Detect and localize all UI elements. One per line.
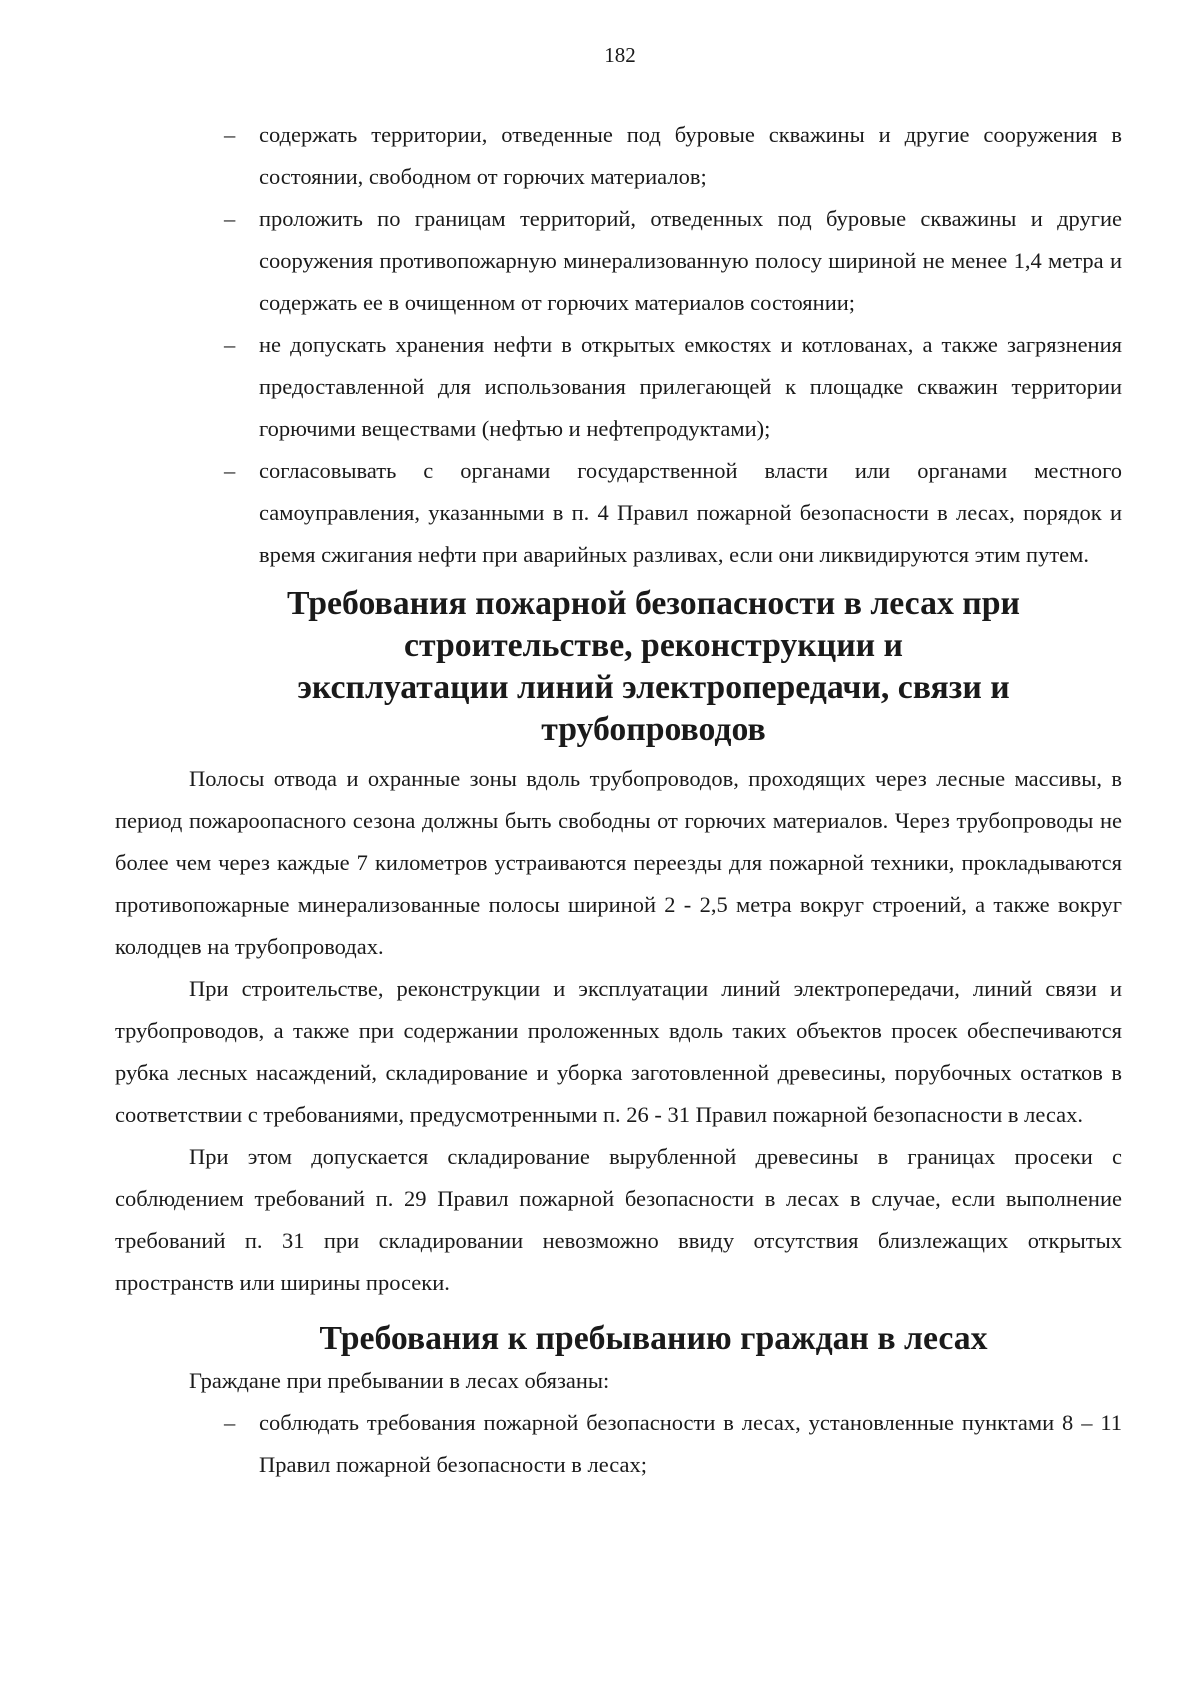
list-dash: – (224, 458, 236, 483)
list-item-text: согласовывать с органами государственной власти или органами местного самоуправления, указанными в п. 4 Правил пожарной безопасности в лесах, порядок и время сжигания нефти при аварийных разливах, если они ликвидируются этим путем. (259, 458, 1122, 567)
list-item (115, 114, 1122, 198)
requirements-list-2 (115, 1402, 1122, 1486)
list-item-text: соблюдать требования пожарной безопасности в лесах, установленные пунктами 8 – 11 Правил пожарной безопасности в лесах; (259, 1410, 1122, 1477)
list-item-text: проложить по границам территорий, отведенных под буровые скважины и другие сооружения противопожарную минерализованную полосу шириной не менее 1,4 метра и содержать ее в очищенном от горючих материалов состоянии; (259, 206, 1122, 315)
section-heading-line-2: эксплуатации линий электропередачи, связи и трубопроводов (297, 669, 1010, 748)
section-heading-power-lines (115, 583, 1122, 751)
paragraph: Полосы отвода и охранные зоны вдоль трубопроводов, проходящих через лесные массивы, в период пожароопасного сезона должны быть свободны от горючих материалов. Через трубопроводы не более чем через каждые 7 километров устраиваются переезды для пожарной техники, прокладываются противопожарные минерализованные полосы шириной 2 - 2,5 метра вокруг строений, а также вокруг колодцев на трубопроводах. (115, 766, 1122, 959)
list-item-text: не допускать хранения нефти в открытых емкостях и котлованах, а также загрязнения предоставленной для использования прилегающей к площадке скважин территории горючими веществами (нефтью и нефтепродуктами); (259, 332, 1122, 441)
section-heading-line-1: Требования пожарной безопасности в лесах при строительстве, реконструкции и (287, 585, 1020, 664)
list-item-text: содержать территории, отведенные под буровые скважины и другие сооружения в состоянии, свободном от горючих материалов; (259, 122, 1122, 189)
list-item (115, 324, 1122, 450)
section-heading-citizens: Требования к пребыванию граждан в лесах (319, 1320, 988, 1357)
list-dash: – (224, 122, 236, 147)
paragraph: При этом допускается складирование вырубленной древесины в границах просеки с соблюдением требований п. 29 Правил пожарной безопасности в лесах в случае, если выполнение требований п. 31 при складировании невозможно ввиду отсутствия близлежащих открытых пространств или ширины просеки. (115, 1144, 1122, 1295)
list-item (115, 198, 1122, 324)
section-intro: Граждане при пребывании в лесах обязаны: (189, 1368, 610, 1393)
list-dash: – (224, 206, 236, 231)
page-content (115, 114, 1122, 1486)
list-dash: – (224, 332, 236, 357)
paragraph: При строительстве, реконструкции и эксплуатации линий электропередачи, линий связи и трубопроводов, а также при содержании проложенных вдоль таких объектов просек обеспечиваются рубка лесных насаждений, складирование и уборка заготовленной древесины, порубочных остатков в соответствии с требованиями, предусмотренными п. 26 - 31 Правил пожарной безопасности в лесах. (115, 976, 1122, 1127)
list-item (115, 450, 1122, 576)
page-number: 182 (604, 43, 636, 67)
list-item (115, 1402, 1122, 1486)
list-dash: – (224, 1410, 236, 1435)
requirements-list-1 (115, 114, 1122, 576)
